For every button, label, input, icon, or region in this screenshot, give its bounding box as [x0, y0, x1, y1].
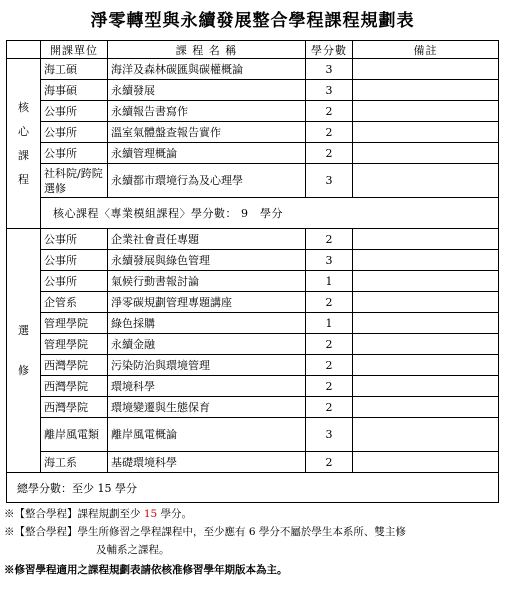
- table-row: [7, 292, 499, 313]
- course-remark: [353, 164, 499, 198]
- course-name: 淨零碳規劃管理專題講座: [108, 292, 306, 313]
- table-row: [7, 101, 499, 122]
- course-remark: [353, 355, 499, 376]
- table-row: [7, 397, 499, 418]
- course-name: 永續都市環境行為及心理學: [108, 164, 306, 198]
- course-unit: 離岸風電類: [41, 418, 108, 452]
- course-remark: [353, 397, 499, 418]
- header-unit: 開課單位: [41, 41, 108, 59]
- course-plan-table: [6, 40, 499, 503]
- course-name: 企業社會責任專題: [108, 229, 306, 250]
- table-row: [7, 164, 499, 198]
- course-credit: 3: [306, 59, 353, 80]
- course-name: 永續發展與綠色管理: [108, 250, 306, 271]
- core-credit-summary: 核心課程〈專業模組課程〉學分數： 9 學分: [41, 198, 499, 229]
- table-row: [7, 250, 499, 271]
- notes: [4, 505, 500, 579]
- course-credit: 3: [306, 80, 353, 101]
- course-name: 永續發展: [108, 80, 306, 101]
- course-name: 基礎環境科學: [108, 452, 306, 473]
- course-unit: 企管系: [41, 292, 108, 313]
- table-row: [7, 355, 499, 376]
- course-credit: 2: [306, 452, 353, 473]
- course-remark: [353, 122, 499, 143]
- course-name: 綠色採購: [108, 313, 306, 334]
- table-row: [7, 418, 499, 452]
- course-unit: 公事所: [41, 122, 108, 143]
- total-row: [7, 473, 499, 503]
- table-row: [7, 143, 499, 164]
- course-name: 離岸風電概論: [108, 418, 306, 452]
- course-unit: 社科院/跨院選修: [41, 164, 108, 198]
- course-credit: 2: [306, 376, 353, 397]
- note-outside-department: ※【整合學程】學生所修習之學程課程中，至少應有 6 學分不屬於學生本系所、雙主修 及輔系之課程。: [4, 526, 406, 556]
- table-row: [7, 271, 499, 292]
- course-name: 永續金融: [108, 334, 306, 355]
- elective-group-label: 選 修: [7, 229, 41, 473]
- course-unit: 西灣學院: [41, 397, 108, 418]
- course-credit: 2: [306, 397, 353, 418]
- course-remark: [353, 292, 499, 313]
- course-remark: [353, 80, 499, 101]
- course-credit: 3: [306, 250, 353, 271]
- course-name: 永續報告書寫作: [108, 101, 306, 122]
- table-row: [7, 122, 499, 143]
- table-row: [7, 376, 499, 397]
- course-credit: 3: [306, 418, 353, 452]
- table-row: [7, 229, 499, 250]
- course-remark: [353, 59, 499, 80]
- table-row: [7, 452, 499, 473]
- course-credit: 1: [306, 313, 353, 334]
- core-group-label: 核 心 課 程: [7, 59, 41, 229]
- minimum-credit-number: 15: [143, 508, 158, 520]
- course-remark: [353, 271, 499, 292]
- course-unit: 公事所: [41, 229, 108, 250]
- course-remark: [353, 376, 499, 397]
- note-minimum-credits: ※【整合學程】課程規劃至少 15 學分。: [4, 508, 193, 520]
- core-summary-row: [7, 198, 499, 229]
- course-name: 溫室氣體盤查報告實作: [108, 122, 306, 143]
- table-header-row: [7, 41, 499, 59]
- header-course-name: 課 程 名 稱: [108, 41, 306, 59]
- course-unit: 海工系: [41, 452, 108, 473]
- page-title: 淨零轉型與永續發展整合學程課程規劃表: [90, 11, 415, 31]
- course-remark: [353, 452, 499, 473]
- course-credit: 2: [306, 122, 353, 143]
- course-credit: 1: [306, 271, 353, 292]
- course-credit: 3: [306, 164, 353, 198]
- course-credit: 2: [306, 334, 353, 355]
- header-credit: 學分數: [306, 41, 353, 59]
- header-remark: 備註: [353, 41, 499, 59]
- header-empty: [7, 41, 41, 59]
- course-remark: [353, 334, 499, 355]
- course-unit: 公事所: [41, 250, 108, 271]
- course-unit: 管理學院: [41, 334, 108, 355]
- course-name: 氣候行動書報討論: [108, 271, 306, 292]
- course-name: 海洋及森林碳匯與碳權概論: [108, 59, 306, 80]
- table-row: [7, 59, 499, 80]
- course-name: 污染防治與環境管理: [108, 355, 306, 376]
- course-remark: [353, 418, 499, 452]
- course-unit: 海工碩: [41, 59, 108, 80]
- course-credit: 2: [306, 292, 353, 313]
- course-unit: 公事所: [41, 271, 108, 292]
- course-unit: 管理學院: [41, 313, 108, 334]
- course-unit: 海事碩: [41, 80, 108, 101]
- note-version-rule: ※修習學程適用之課程規劃表請依核准修習學年期版本為主。: [4, 564, 288, 576]
- table-row: [7, 80, 499, 101]
- course-remark: [353, 101, 499, 122]
- course-credit: 2: [306, 101, 353, 122]
- table-row: [7, 334, 499, 355]
- course-unit: 西灣學院: [41, 355, 108, 376]
- course-remark: [353, 313, 499, 334]
- course-name: 永續管理概論: [108, 143, 306, 164]
- course-credit: 2: [306, 229, 353, 250]
- course-credit: 2: [306, 355, 353, 376]
- course-unit: 公事所: [41, 143, 108, 164]
- course-remark: [353, 250, 499, 271]
- course-unit: 西灣學院: [41, 376, 108, 397]
- total-credit: 總學分數：至少 15 學分: [7, 473, 499, 503]
- course-unit: 公事所: [41, 101, 108, 122]
- course-credit: 2: [306, 143, 353, 164]
- table-row: [7, 313, 499, 334]
- course-remark: [353, 143, 499, 164]
- course-name: 環境變遷與生態保育: [108, 397, 306, 418]
- course-name: 環境科學: [108, 376, 306, 397]
- course-remark: [353, 229, 499, 250]
